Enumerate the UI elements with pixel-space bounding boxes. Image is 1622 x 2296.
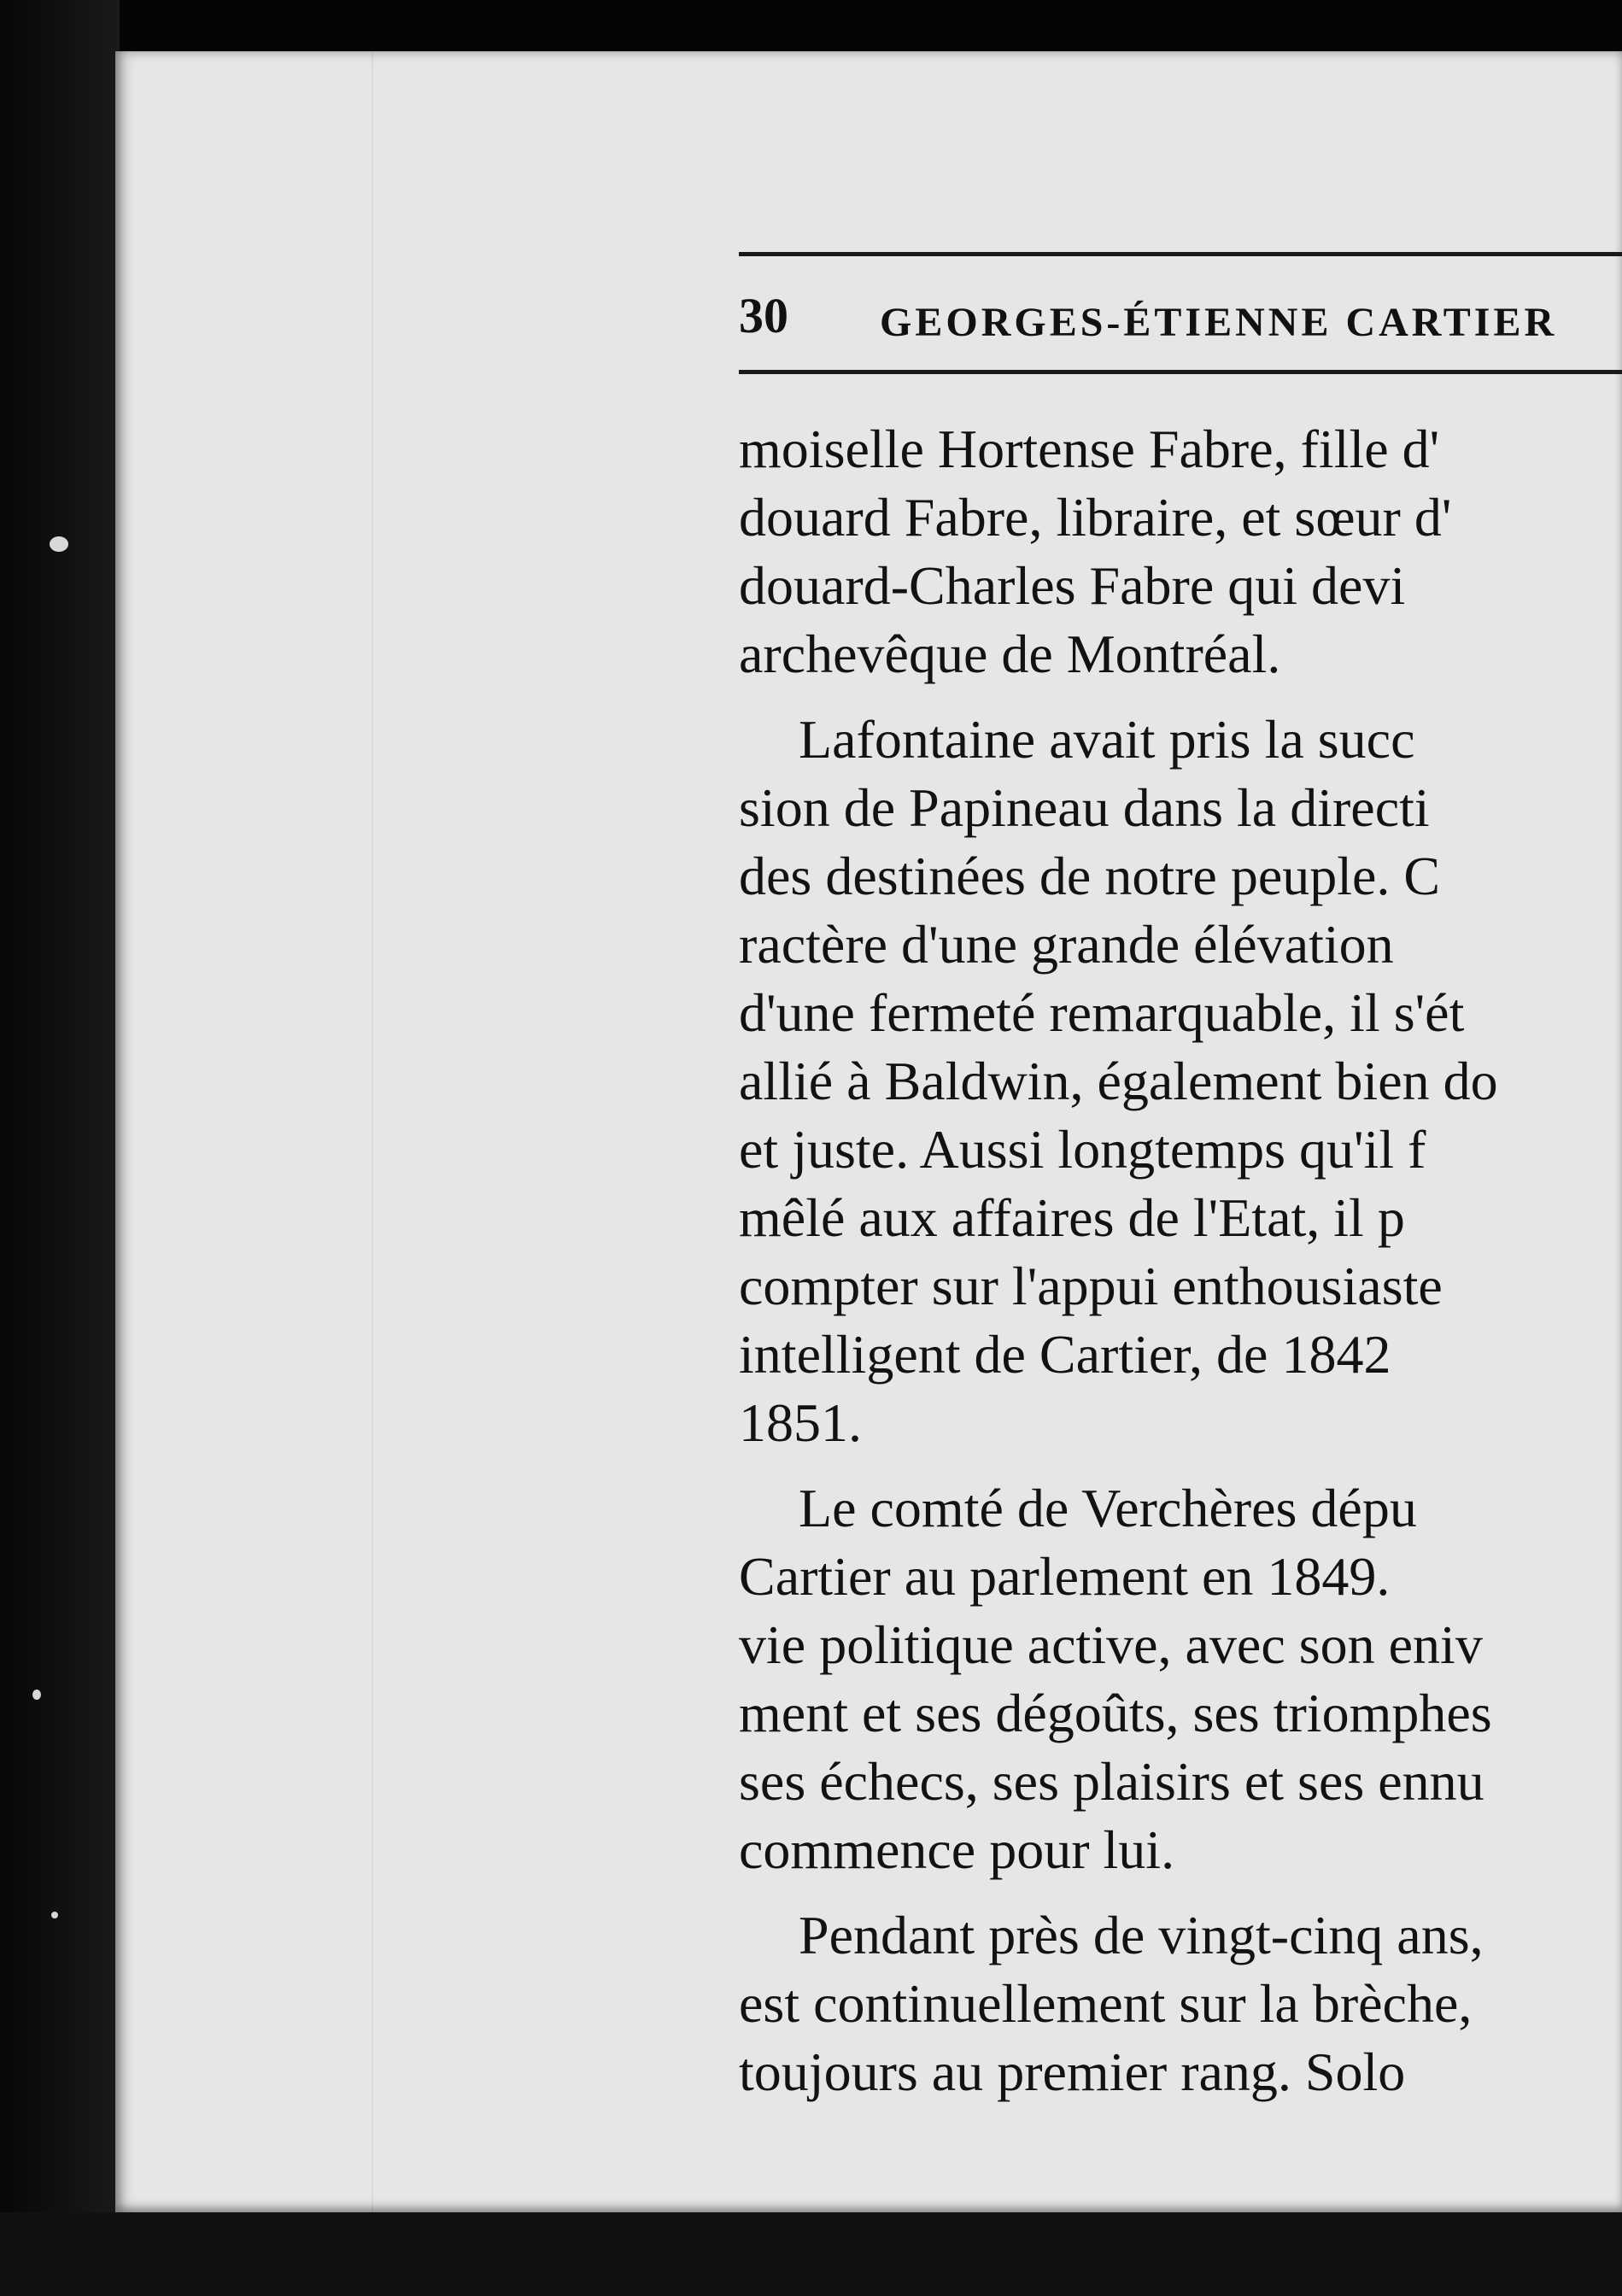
scan-speck [50,536,68,552]
text-line: ment et ses dégoûts, ses triomphes [739,1683,1492,1743]
header-rule-bottom [739,370,1622,374]
running-head [739,282,1622,350]
text-line: est continuellement sur la brèche, [739,1973,1473,2034]
page-fold-edge [372,51,373,2212]
text-line: 1851. [739,1392,862,1453]
text-line: Pendant près de vingt-cinq ans, [799,1905,1484,1965]
scan-bottom-border [0,2212,1622,2296]
text-line: Lafontaine avait pris la succ [799,709,1415,770]
text-line: allié à Baldwin, également bien do [739,1051,1498,1111]
text-line: compter sur l'appui enthousiaste [739,1256,1443,1316]
text-line: douard-Charles Fabre qui devi [739,555,1406,616]
scan-speck [32,1690,41,1700]
text-line: ractère d'une grande élévation [739,914,1394,975]
scan-speck [51,1912,58,1918]
text-line: commence pour lui. [739,1819,1175,1880]
text-line: Le comté de Verchères dépu [799,1478,1417,1538]
text-line: moiselle Hortense Fabre, fille d' [739,419,1440,479]
running-title: GEORGES-ÉTIENNE CARTIER [880,300,1558,345]
text-line: Cartier au parlement en 1849. [739,1546,1391,1607]
text-line: archevêque de Montréal. [739,624,1281,684]
header-rule-top [739,252,1622,256]
body-text [739,415,1622,2123]
text-line: douard Fabre, libraire, et sœur d' [739,487,1452,548]
text-line: sion de Papineau dans la directi [739,777,1430,838]
text-line: ses échecs, ses plaisirs et ses ennu [739,1751,1484,1812]
text-line: d'une fermeté remarquable, il s'ét [739,982,1465,1043]
page-number: 30 [739,288,788,343]
text-line: vie politique active, avec son eniv [739,1614,1483,1675]
text-line: mêlé aux affaires de l'Etat, il p [739,1187,1405,1248]
scan-left-border [0,0,120,2296]
text-line: intelligent de Cartier, de 1842 [739,1324,1391,1385]
text-line: des destinées de notre peuple. C [739,846,1441,906]
text-line: et juste. Aussi longtemps qu'il f [739,1119,1426,1180]
text-line: toujours au premier rang. Solo [739,2041,1406,2102]
